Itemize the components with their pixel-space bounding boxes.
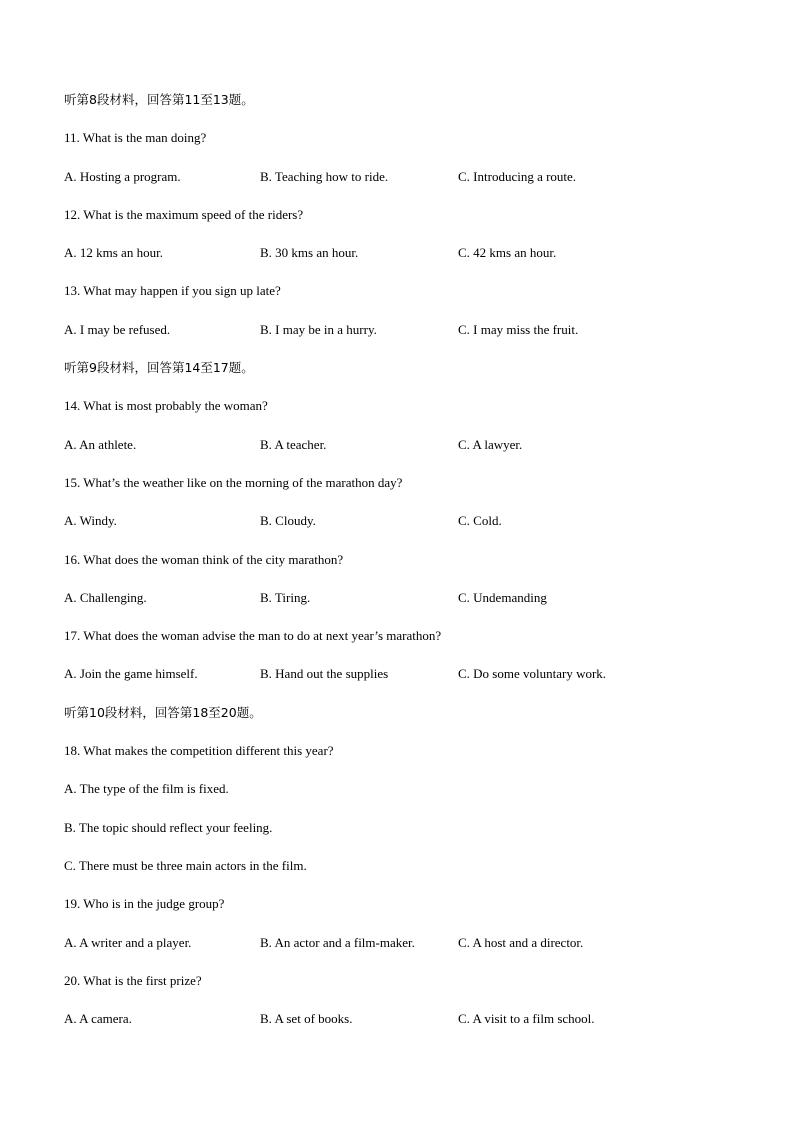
- document-body: [64, 90, 744, 1047]
- question-15: 15. What’s the weather like on the morning of the marathon day?: [64, 474, 403, 490]
- option-b: B. Tiring.: [260, 589, 311, 605]
- section-header: 听第8段材料，回答第11至13题。: [64, 92, 254, 107]
- options-row: [64, 320, 744, 358]
- option-b: B. The topic should reflect your feeling.: [64, 819, 273, 835]
- option-b: B. 30 kms an hour.: [260, 245, 359, 261]
- option-a: A. Challenging.: [64, 589, 147, 605]
- section-header: 听第10段材料，回答第18至20题。: [64, 704, 262, 720]
- option-c: C. Cold.: [458, 513, 502, 529]
- option-b: B. A teacher.: [260, 436, 327, 452]
- option-c: C. A host and a director.: [458, 934, 584, 950]
- option-c: C. Introducing a route.: [458, 168, 577, 184]
- option-a: A. I may be refused.: [64, 321, 171, 337]
- question-14: 14. What is most probably the woman?: [64, 398, 268, 414]
- question-11: 11. What is the man doing?: [64, 130, 207, 146]
- question-18: 18. What makes the competition different this year?: [64, 743, 334, 759]
- options-row: [64, 435, 744, 473]
- options-row: [64, 167, 744, 205]
- option-c: C. A lawyer.: [458, 436, 523, 452]
- option-b: B. Hand out the supplies: [260, 666, 389, 682]
- option-b: B. Cloudy.: [260, 513, 316, 529]
- option-b: B. I may be in a hurry.: [260, 321, 377, 337]
- section-header: 听第9段材料，回答第14至17题。: [64, 360, 254, 376]
- options-row: [64, 588, 744, 626]
- option-c: C. Undemanding: [458, 589, 547, 605]
- options-row: [64, 243, 744, 281]
- question-16: 16. What does the woman think of the city marathon?: [64, 551, 344, 567]
- option-a: A. The type of the film is fixed.: [64, 781, 229, 797]
- option-b: B. An actor and a film-maker.: [260, 934, 415, 950]
- option-a: A. 12 kms an hour.: [64, 245, 163, 261]
- option-c: C. A visit to a film school.: [458, 1011, 595, 1027]
- option-c: C. Do some voluntary work.: [458, 666, 607, 682]
- options-row: [64, 511, 744, 549]
- options-row: [64, 1009, 744, 1047]
- option-a: A. Hosting a program.: [64, 168, 181, 184]
- question-20: 20. What is the first prize?: [64, 972, 202, 988]
- question-13: 13. What may happen if you sign up late?: [64, 283, 281, 299]
- option-b: B. A set of books.: [260, 1011, 353, 1027]
- question-12: 12. What is the maximum speed of the riders?: [64, 206, 304, 222]
- option-a: A. A camera.: [64, 1011, 132, 1027]
- option-c: C. There must be three main actors in the film.: [64, 857, 307, 873]
- option-a: A. A writer and a player.: [64, 934, 192, 950]
- option-a: A. Windy.: [64, 513, 117, 529]
- question-17: 17. What does the woman advise the man to do at next year’s marathon?: [64, 628, 442, 644]
- option-b: B. Teaching how to ride.: [260, 168, 389, 184]
- option-a: A. An athlete.: [64, 436, 137, 452]
- options-row: [64, 664, 744, 702]
- option-a: A. Join the game himself.: [64, 666, 198, 682]
- option-c: C. 42 kms an hour.: [458, 245, 557, 261]
- options-row: [64, 933, 744, 971]
- option-c: C. I may miss the fruit.: [458, 321, 579, 337]
- question-19: 19. Who is in the judge group?: [64, 896, 225, 912]
